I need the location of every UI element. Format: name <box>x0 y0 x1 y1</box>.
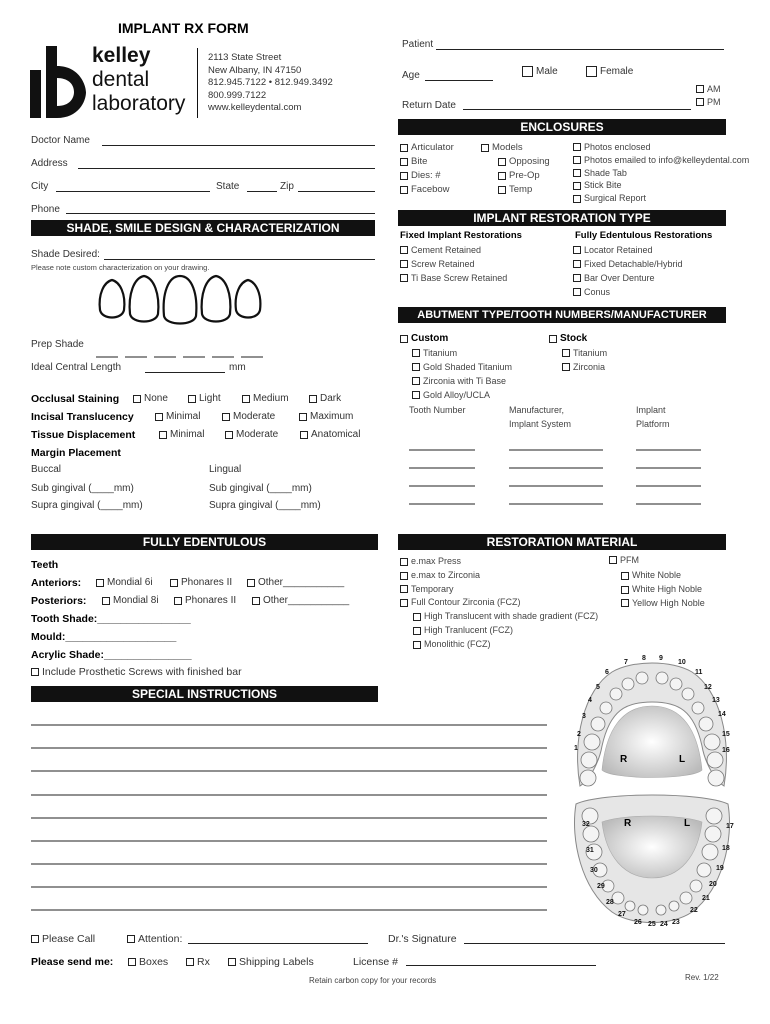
conus[interactable]: Conus <box>573 285 683 299</box>
custom-zirconia-ti-base[interactable]: Zirconia with Ti Base <box>412 374 512 388</box>
material-temporary[interactable]: Temporary <box>400 583 598 597</box>
signature-label: Dr.'s Signature <box>388 933 457 945</box>
enclosure-models[interactable]: Models <box>481 141 550 155</box>
posteriors-phonares[interactable]: Phonares II <box>174 595 236 606</box>
please-call-checkbox[interactable]: Please Call <box>31 933 95 945</box>
am-checkbox[interactable]: AM <box>696 84 721 94</box>
send-boxes-checkbox[interactable]: Boxes <box>128 956 168 968</box>
implant-restoration-header: IMPLANT RESTORATION TYPE <box>398 210 726 226</box>
edentulous-restorations-head: Fully Edentulous Restorations <box>575 230 713 241</box>
ti-base-screw-retained[interactable]: Ti Base Screw Retained <box>400 271 507 285</box>
occlusal-label: Occlusal Staining <box>31 393 120 405</box>
chart-lower-l: L <box>684 818 691 829</box>
tissue-moderate[interactable]: Moderate <box>225 429 278 440</box>
zip-field[interactable] <box>298 191 375 192</box>
anteriors-other[interactable]: Other___________ <box>247 577 344 588</box>
teeth-label: Teeth <box>31 559 59 571</box>
custom-gold-shaded-titanium[interactable]: Gold Shaded Titanium <box>412 360 512 374</box>
incisal-minimal[interactable]: Minimal <box>155 411 200 422</box>
svg-text:28: 28 <box>606 899 614 906</box>
restoration-material-header: RESTORATION MATERIAL <box>398 534 726 550</box>
pfm-yellow-high-noble[interactable]: Yellow High Noble <box>621 597 705 611</box>
anteriors-phonares[interactable]: Phonares II <box>170 577 232 588</box>
svg-text:6: 6 <box>605 669 609 676</box>
phone-field[interactable] <box>66 213 375 214</box>
svg-text:25: 25 <box>648 921 656 928</box>
enclosure-dies[interactable]: Dies: # <box>400 169 454 183</box>
occlusal-none[interactable]: None <box>133 393 168 404</box>
buccal-label: Buccal <box>31 464 62 475</box>
send-rx-checkbox[interactable]: Rx <box>186 956 210 968</box>
mould-field[interactable]: Mould:___________________ <box>31 631 177 643</box>
occlusal-medium[interactable]: Medium <box>242 393 289 404</box>
tissue-minimal[interactable]: Minimal <box>159 429 204 440</box>
sub-gingival-lingual[interactable]: Sub gingival (____mm) <box>209 483 312 494</box>
lab-address: 2113 State Street New Albany, IN 47150 812.945.7122 • 812.949.3492 800.999.7122 www.kelleydental.com <box>208 52 333 113</box>
age-field[interactable] <box>425 80 493 81</box>
manufacturer-head: Manufacturer, <box>509 405 565 415</box>
svg-text:13: 13 <box>712 697 720 704</box>
stock-checkbox[interactable]: Stock <box>549 333 587 344</box>
stock-options <box>562 346 607 374</box>
implant-head: Implant <box>636 405 666 415</box>
female-checkbox[interactable]: Female <box>586 66 633 77</box>
chart-upper-r: R <box>620 754 628 765</box>
posteriors-other[interactable]: Other___________ <box>252 595 349 606</box>
svg-text:21: 21 <box>702 895 710 902</box>
license-label: License # <box>353 956 398 968</box>
material-fcz[interactable]: Full Contour Zirconia (FCZ) <box>400 596 598 610</box>
svg-text:22: 22 <box>690 907 698 914</box>
locator-retained[interactable]: Locator Retained <box>573 243 683 257</box>
enclosure-articulator[interactable]: Articulator <box>400 141 454 155</box>
posteriors-label: Posteriors: <box>31 595 87 607</box>
svg-text:30: 30 <box>590 867 598 874</box>
enclosure-photos-enclosed[interactable]: Photos enclosed <box>573 141 749 154</box>
prep-shade-label: Prep Shade <box>31 339 84 350</box>
acrylic-shade-field[interactable]: Acrylic Shade:_______________ <box>31 649 192 661</box>
stock-titanium[interactable]: Titanium <box>562 346 607 360</box>
enclosure-photos-emailed[interactable]: Photos emailed to info@kelleydental.com <box>573 154 749 167</box>
occlusal-light[interactable]: Light <box>188 393 221 404</box>
incisal-maximum[interactable]: Maximum <box>299 411 353 422</box>
logo-divider <box>197 48 198 118</box>
phone-label: Phone <box>31 204 60 215</box>
city-label: City <box>31 181 49 192</box>
svg-text:8: 8 <box>642 655 646 662</box>
material-pfm[interactable]: PFM <box>609 555 639 565</box>
implant-system-head: Implant System <box>509 419 572 429</box>
incisal-label: Incisal Translucency <box>31 411 134 423</box>
send-shipping-labels-checkbox[interactable]: Shipping Labels <box>228 956 314 968</box>
svg-text:11: 11 <box>695 669 703 676</box>
special-instructions-header: SPECIAL INSTRUCTIONS <box>31 686 378 702</box>
incisal-moderate[interactable]: Moderate <box>222 411 275 422</box>
include-screws-checkbox[interactable]: Include Prosthetic Screws with finished bar <box>31 666 242 678</box>
tissue-anatomical[interactable]: Anatomical <box>300 429 360 440</box>
enclosure-temp[interactable]: Temp <box>481 183 550 197</box>
custom-gold-alloy-ucla[interactable]: Gold Alloy/UCLA <box>412 388 512 402</box>
icl-field[interactable] <box>145 372 225 373</box>
age-label: Age <box>402 70 420 81</box>
cement-retained[interactable]: Cement Retained <box>400 243 507 257</box>
enclosures-col1 <box>400 141 454 197</box>
doctor-name-field[interactable] <box>102 145 375 146</box>
material-options <box>400 555 598 652</box>
posteriors-mondial[interactable]: Mondial 8i <box>102 595 159 606</box>
lab-name-2: dental <box>92 68 150 91</box>
pm-checkbox[interactable]: PM <box>696 97 721 107</box>
svg-text:27: 27 <box>618 911 626 918</box>
fixed-restorations-head: Fixed Implant Restorations <box>400 230 522 241</box>
state-label: State <box>216 181 240 192</box>
supra-gingival-buccal[interactable]: Supra gingival (____mm) <box>31 500 143 511</box>
chart-upper-l: L <box>679 754 686 765</box>
tooth-number-head: Tooth Number <box>409 405 466 415</box>
sub-gingival-buccal[interactable]: Sub gingival (____mm) <box>31 483 134 494</box>
svg-text:7: 7 <box>624 659 628 666</box>
enclosure-bite[interactable]: Bite <box>400 155 454 169</box>
lab-name-3: laboratory <box>92 92 186 115</box>
enclosure-preop[interactable]: Pre-Op <box>481 169 550 183</box>
icl-mm: mm <box>229 362 246 373</box>
svg-text:26: 26 <box>634 919 642 926</box>
revision: Rev. 1/22 <box>685 973 719 982</box>
license-field[interactable] <box>406 965 596 966</box>
patient-label: Patient <box>402 39 434 50</box>
lingual-label: Lingual <box>209 464 242 475</box>
prep-shade-fields[interactable] <box>96 350 264 352</box>
attention-checkbox[interactable]: Attention: <box>127 933 182 945</box>
send-me-label: Please send me: <box>31 956 114 968</box>
svg-text:9: 9 <box>659 655 663 662</box>
city-field[interactable] <box>56 191 210 192</box>
special-instructions-lines[interactable] <box>31 724 547 914</box>
svg-text:31: 31 <box>586 847 594 854</box>
return-date-field[interactable] <box>463 109 691 110</box>
material-emax-press[interactable]: e.max Press <box>400 555 598 569</box>
svg-text:18: 18 <box>722 845 730 852</box>
enclosure-shade-tab[interactable]: Shade Tab <box>573 167 749 180</box>
stock-zirconia[interactable]: Zirconia <box>562 360 607 374</box>
svg-text:2: 2 <box>577 731 581 738</box>
address-field[interactable] <box>78 168 375 169</box>
shade-header: SHADE, SMILE DESIGN & CHARACTERIZATION <box>31 220 375 236</box>
svg-text:23: 23 <box>672 919 680 926</box>
icl-label: Ideal Central Length <box>31 362 122 373</box>
edentulous-restorations-list <box>573 243 683 299</box>
shade-desired-label: Shade Desired: <box>31 249 100 260</box>
svg-text:20: 20 <box>709 881 717 888</box>
pfm-white-noble[interactable]: White Noble <box>621 569 705 583</box>
svg-text:15: 15 <box>722 731 730 738</box>
enclosures-col3 <box>573 141 749 205</box>
anteriors-label: Anteriors: <box>31 577 82 589</box>
screw-retained[interactable]: Screw Retained <box>400 257 507 271</box>
male-checkbox[interactable]: Male <box>522 66 558 77</box>
svg-text:4: 4 <box>588 697 592 704</box>
anteriors-mondial[interactable]: Mondial 6i <box>96 577 153 588</box>
pfm-white-high-noble[interactable]: White High Noble <box>621 583 705 597</box>
teeth-drawing <box>96 272 266 328</box>
abutment-entry-lines[interactable] <box>409 449 701 509</box>
svg-text:3: 3 <box>582 713 586 720</box>
tooth-shade-field[interactable]: Tooth Shade:________________ <box>31 613 191 625</box>
svg-text:1: 1 <box>574 745 578 752</box>
address-label: Address <box>31 158 68 169</box>
chart-lower-r: R <box>624 818 632 829</box>
enclosures-col2 <box>481 141 550 197</box>
material-fcz-high[interactable]: High Tranlucent (FCZ) <box>400 624 598 638</box>
bar-over-denture[interactable]: Bar Over Denture <box>573 271 683 285</box>
svg-text:29: 29 <box>597 883 605 890</box>
doctor-name-label: Doctor Name <box>31 135 90 146</box>
svg-text:16: 16 <box>722 747 730 754</box>
tissue-label: Tissue Displacement <box>31 429 136 441</box>
enclosure-facebow[interactable]: Facebow <box>400 183 454 197</box>
lab-name-1: kelley <box>92 44 151 67</box>
carbon-copy-note: Retain carbon copy for your records <box>309 976 437 985</box>
svg-text:14: 14 <box>718 711 726 718</box>
pfm-options <box>621 569 705 610</box>
attention-field[interactable] <box>188 943 368 944</box>
svg-text:32: 32 <box>582 821 590 828</box>
fully-edentulous-header: FULLY EDENTULOUS <box>31 534 378 550</box>
enclosure-surgical-report[interactable]: Surgical Report <box>573 192 749 205</box>
state-field[interactable] <box>247 191 277 192</box>
svg-text:24: 24 <box>660 921 668 928</box>
shade-desired-field[interactable] <box>104 259 375 260</box>
fixed-detachable-hybrid[interactable]: Fixed Detachable/Hybrid <box>573 257 683 271</box>
form-title: IMPLANT RX FORM <box>118 20 249 36</box>
zip-label: Zip <box>280 181 294 192</box>
kelley-logo <box>30 46 86 120</box>
svg-text:19: 19 <box>716 865 724 872</box>
svg-text:12: 12 <box>704 684 712 691</box>
custom-options <box>412 346 512 402</box>
signature-field[interactable] <box>464 943 725 944</box>
fixed-restorations-list <box>400 243 507 285</box>
svg-text:10: 10 <box>678 659 686 666</box>
enclosure-stick-bite[interactable]: Stick Bite <box>573 179 749 192</box>
custom-checkbox[interactable]: Custom <box>400 333 448 344</box>
enclosure-opposing[interactable]: Opposing <box>481 155 550 169</box>
return-date-label: Return Date <box>402 100 456 111</box>
patient-field[interactable] <box>436 49 724 50</box>
shade-note: Please note custom characterization on your drawing. <box>31 263 210 272</box>
platform-head: Platform <box>636 419 670 429</box>
margin-label: Margin Placement <box>31 447 121 459</box>
occlusal-dark[interactable]: Dark <box>309 393 341 404</box>
tooth-chart[interactable] <box>562 650 742 932</box>
material-fcz-monolithic[interactable]: Monolithic (FCZ) <box>400 638 598 652</box>
svg-text:17: 17 <box>726 823 734 830</box>
abutment-header: ABUTMENT TYPE/TOOTH NUMBERS/MANUFACTURER <box>398 307 726 323</box>
custom-titanium[interactable]: Titanium <box>412 346 512 360</box>
enclosures-header: ENCLOSURES <box>398 119 726 135</box>
svg-text:5: 5 <box>596 684 600 691</box>
material-fcz-gradient[interactable]: High Translucent with shade gradient (FCZ) <box>400 610 598 624</box>
supra-gingival-lingual[interactable]: Supra gingival (____mm) <box>209 500 321 511</box>
material-emax-zirconia[interactable]: e.max to Zirconia <box>400 569 598 583</box>
